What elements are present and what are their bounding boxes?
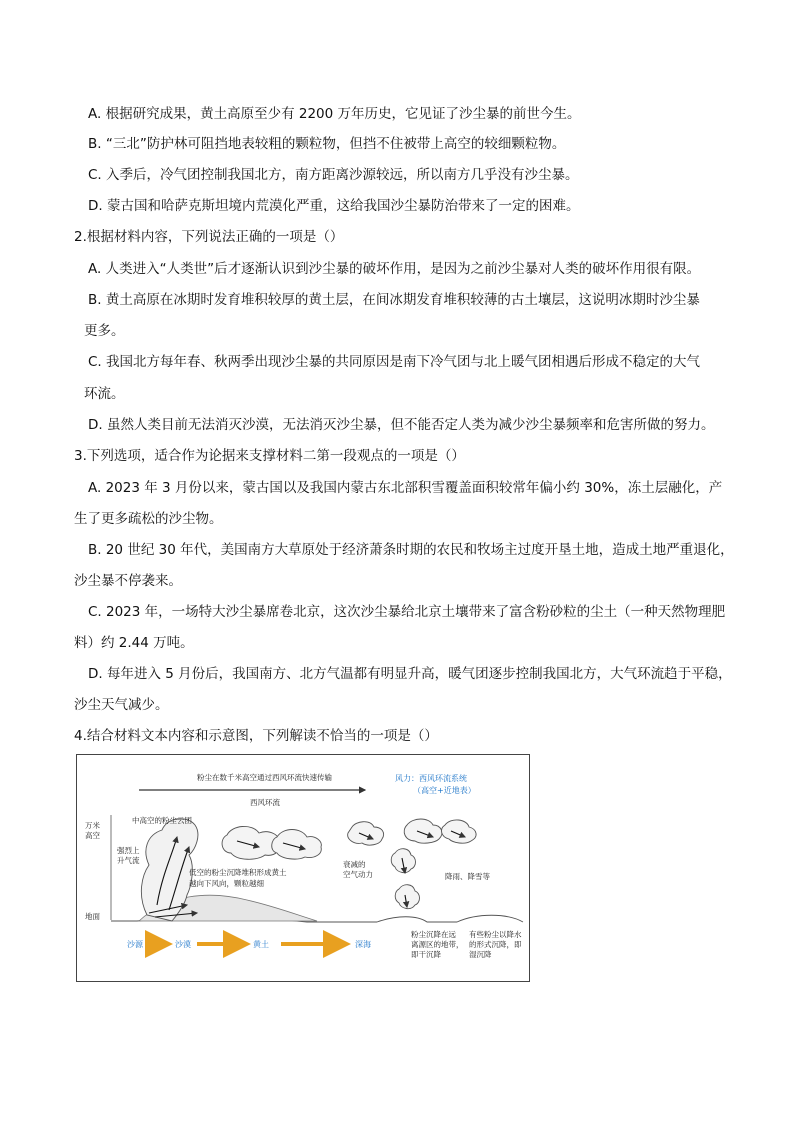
q3-option-b-line1: B. 20 世纪 30 年代，美国南方大草原处于经济萧条时期的农民和牧场主过度开垦土地，造成土地严重退化， [88,542,734,558]
q1-option-a: A. 根据研究成果，黄土高原至少有 2200 万年历史，它见证了沙尘暴的前世今生。 [88,106,581,122]
q3-option-d-line2: 沙尘天气减少。 [74,697,169,713]
q3-option-c-line1: C. 2023 年，一场特大沙尘暴席卷北京，这次沙尘暴给北京土壤带来了富含粉砂粒的尘土（一种天然物理肥 [88,604,726,620]
q2-option-a: A. 人类进入“人类世”后才逐渐认识到沙尘暴的破坏作用，是因为之前沙尘暴对人类的破坏作用很有限。 [88,261,701,277]
q2-option-b-line2: 更多。 [84,323,125,339]
q4-stem: 4.结合材料文本内容和示意图，下列解读不恰当的一项是（） [74,728,438,744]
updraft-label-2: 升气流 [117,856,140,865]
q3-option-d-line1: D. 每年进入 5 月份后，我国南方、北方气温都有明显升高，暖气团逐步控制我国北方，大气环流趋于平稳， [88,666,732,682]
q1-option-b: B. “三北”防护林可阻挡地表较粗的颗粒物，但挡不住被带上高空的较细颗粒物。 [88,136,566,152]
q2-option-b-line1: B. 黄土高原在冰期时发育堆积较厚的黄土层，在间冰期发育堆积较薄的古土壤层，这说明冰期时沙尘暴 [88,292,700,308]
wet-label-1: 有些粉尘以降水 [469,930,522,939]
q3-option-a-line2: 生了更多疏松的沙尘物。 [74,511,223,527]
q1-option-c: C. 入季后，冷气团控制我国北方，南方距离沙源较远，所以南方几乎没有沙尘暴。 [88,167,579,183]
cloud-6 [391,849,415,873]
weaken-label-2: 空气动力 [343,870,373,879]
q3-option-a-line1: A. 2023 年 3 月份以来，蒙古国以及我国内蒙古东北部积雪覆盖面积较常年偏小约 30%，冻土层融化，产 [88,480,723,496]
cloud-5 [442,820,477,843]
q2-stem: 2.根据材料内容，下列说法正确的一项是（） [74,229,344,245]
cloud-3 [348,822,384,845]
q1-option-d: D. 蒙古国和哈萨克斯坦境内荒漠化严重，这给我国沙尘暴防治带来了一定的困难。 [88,198,580,214]
wet-label-2: 的形式沉降，即 [469,940,522,949]
dry-label-1: 粉尘沉降在远 [411,930,456,939]
low-dust-label-2: 越向下风向，颗粒越细 [189,879,264,888]
cloud-2 [272,830,322,860]
dry-label-3: 即干沉降 [411,950,441,959]
q2-option-d: D. 虽然人类目前无法消灭沙漠，无法消灭沙尘暴，但不能否定人类为减少沙尘暴频率和危害所做的努力。 [88,417,715,433]
flow-deep-sea: 深海 [355,940,371,949]
flow-sand-source: 沙源 [127,940,143,949]
updraft-label-1: 强烈上 [117,846,140,855]
dust-transport-diagram [76,754,530,982]
low-dust-label-1: 低空的粉尘沉降堆积形成黄土 [189,868,287,877]
q3-option-c-line2: 料）约 2.44 万吨。 [74,635,194,651]
y-label-ground: 地面 [85,912,100,921]
dry-label-2: 离源区的地带， [411,940,464,949]
wind-system-sub: （高空+近地表） [413,786,476,795]
top-arrow-text: 粉尘在数千米高空通过西风环流快速传输 [197,773,332,782]
weaken-label-1: 衰减的 [343,860,366,869]
rain-snow-label: 降雨、降雪等 [445,872,490,881]
flow-desert: 沙漠 [175,940,191,949]
wind-system-title: 风力：西风环流系统 [395,774,467,783]
q2-option-c-line1: C. 我国北方每年春、秋两季出现沙尘暴的共同原因是南下冷气团与北上暖气团相遇后形成不稳定的大气 [88,354,701,370]
y-label-high-2: 高空 [85,831,100,840]
wet-label-3: 湿沉降 [469,950,492,959]
cloud-4 [404,819,442,843]
q3-option-b-line2: 沙尘暴不停袭来。 [74,573,182,589]
westerly-label: 西风环流 [250,798,280,807]
cloud-1 [222,826,280,859]
q2-option-c-line2: 环流。 [84,386,125,402]
cloud-7 [395,885,419,909]
q3-stem: 3.下列选项，适合作为论据来支撑材料二第一段观点的一项是（） [74,448,465,464]
y-label-high-1: 万米 [85,821,100,830]
mid-cloud-label: 中高空的粉尘云团 [132,816,192,825]
flow-loess: 黄土 [253,940,269,949]
